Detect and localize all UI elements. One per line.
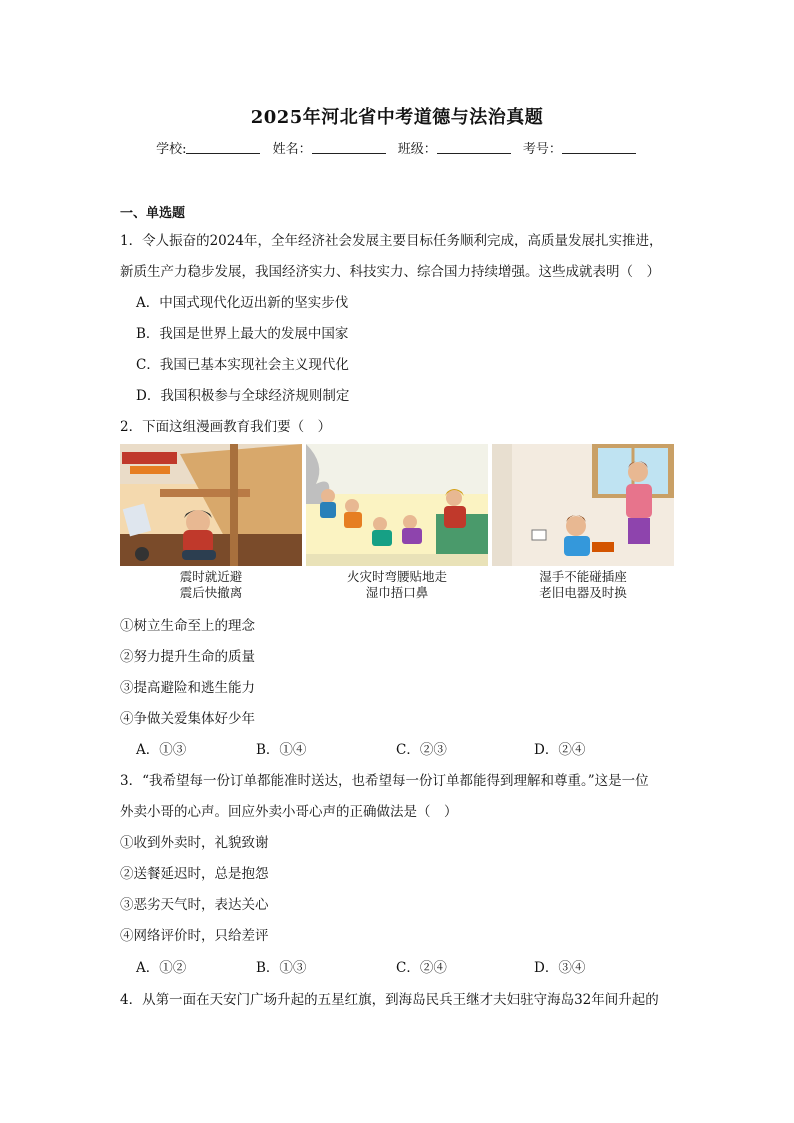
- comic-caption-1: [120, 569, 302, 601]
- q1-option-d[interactable]: D．我国积极参与全球经济规则制定: [136, 388, 350, 404]
- section-heading: 一、单选题: [120, 206, 186, 221]
- name-label: 姓名：: [272, 142, 312, 157]
- q2-statement-4: ④争做关爱集体好少年: [120, 711, 255, 727]
- comic-electric-safety-image: [492, 444, 674, 566]
- exam-number-label: 考号：: [522, 142, 562, 157]
- student-info-line: [0, 138, 794, 157]
- comic-fire-escape-image: [306, 444, 488, 566]
- q1-option-a[interactable]: A．中国式现代化迈出新的坚实步伐: [136, 295, 349, 311]
- caption-3-line-1: 湿手不能碰插座: [539, 570, 627, 584]
- school-blank[interactable]: [186, 141, 260, 154]
- q1-stem-line1: 1．令人振奋的2024年，全年经济社会发展主要目标任务顺利完成，高质量发展扎实推进，: [120, 233, 663, 249]
- q3-statement-3: ③恶劣天气时，表达关心: [120, 897, 269, 913]
- caption-2-line-2: 湿巾捂口鼻: [365, 586, 429, 600]
- class-label: 班级：: [397, 142, 437, 157]
- class-blank[interactable]: [437, 141, 511, 154]
- comic-caption-2: [306, 569, 488, 601]
- q2-statement-1: ①树立生命至上的理念: [120, 618, 255, 634]
- q1-stem-line2: 新质生产力稳步发展，我国经济实力、科技实力、综合国力持续增强。这些成就表明（ ）: [120, 264, 660, 280]
- q3-choice-b[interactable]: B．①③: [256, 960, 307, 976]
- q3-statement-4: ④网络评价时，只给差评: [120, 928, 269, 944]
- q2-statement-3: ③提高避险和逃生能力: [120, 680, 255, 696]
- q3-stem-line2: 外卖小哥的心声。回应外卖小哥心声的正确做法是（ ）: [120, 804, 458, 820]
- q3-choice-a[interactable]: A．①②: [136, 960, 187, 976]
- q3-choice-d[interactable]: D．③④: [534, 960, 586, 976]
- q2-stem: 2．下面这组漫画教育我们要（ ）: [120, 419, 332, 435]
- q2-statement-2: ②努力提升生命的质量: [120, 649, 255, 665]
- q2-choice-a[interactable]: A．①③: [136, 742, 187, 758]
- caption-1-line-1: 震时就近避: [179, 570, 243, 584]
- caption-3-line-2: 老旧电器及时换: [539, 586, 627, 600]
- comic-earthquake-image: [120, 444, 302, 566]
- caption-1-line-2: 震后快撤离: [179, 586, 243, 600]
- q1-option-b[interactable]: B．我国是世界上最大的发展中国家: [136, 326, 349, 342]
- q3-stem-line1: 3．“我希望每一份订单都能准时送达，也希望每一份订单都能得到理解和尊重。”这是一位: [120, 773, 649, 789]
- q2-choice-d[interactable]: D．②④: [534, 742, 586, 758]
- q2-choice-c[interactable]: C．②③: [396, 742, 447, 758]
- comic-caption-3: [492, 569, 674, 601]
- q3-choice-c[interactable]: C．②④: [396, 960, 447, 976]
- exam-number-blank[interactable]: [562, 141, 636, 154]
- exam-title: 2025年河北省中考道德与法治真题: [250, 107, 544, 128]
- q3-statement-2: ②送餐延迟时，总是抱怨: [120, 866, 269, 882]
- q2-choice-b[interactable]: B．①④: [256, 742, 307, 758]
- school-label: 学校:: [156, 142, 187, 157]
- q1-option-c[interactable]: C．我国已基本实现社会主义现代化: [136, 357, 349, 373]
- caption-2-line-1: 火灾时弯腰贴地走: [346, 570, 447, 584]
- q3-statement-1: ①收到外卖时，礼貌致谢: [120, 835, 269, 851]
- name-blank[interactable]: [312, 141, 386, 154]
- q4-stem-line1: 4．从第一面在天安门广场升起的五星红旗，到海岛民兵王继才夫妇驻守海岛32年间升起的: [120, 992, 659, 1008]
